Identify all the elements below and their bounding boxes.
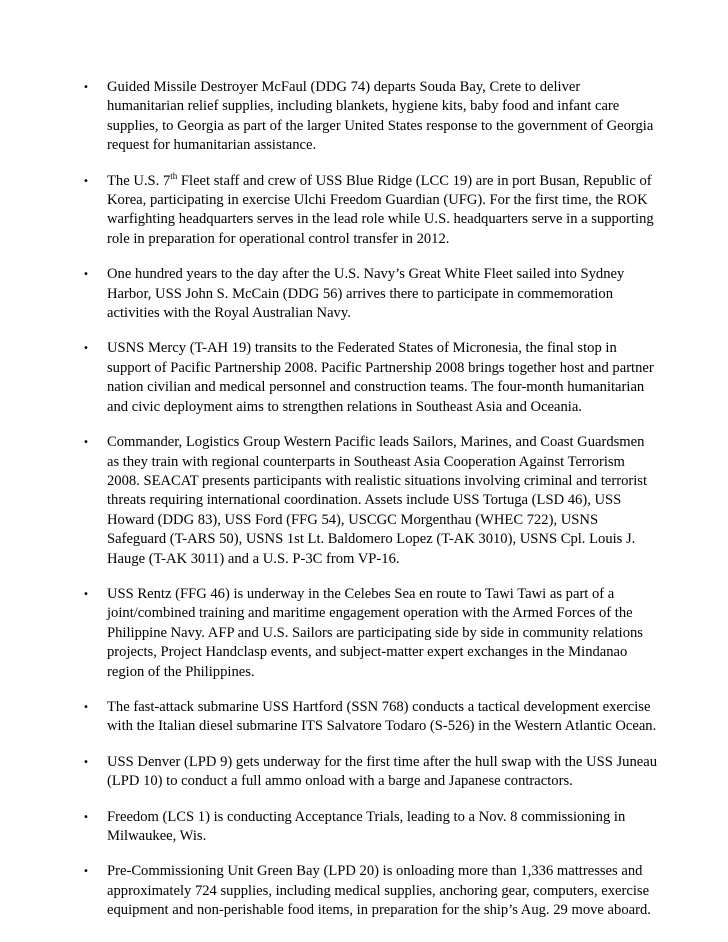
bullet-icon: • <box>83 756 89 768</box>
list-item-text-before: The U.S. 7 <box>107 172 171 189</box>
list-item-text-after: Fleet staff and crew of USS Blue Ridge (LCC 19) are in port Busan, Republic of Korea, participating in exercise Ulchi Freedom Guardian (UFG). For the first time, the ROK warfighting headquarters serves in the lead role while U.S. headquarters serve in a supporting role in preparation for operational control transfer in 2012. <box>107 172 654 247</box>
list-item-text: The fast-attack submarine USS Hartford (SSN 768) conducts a tactical development exercise with the Italian diesel submarine ITS Salvatore Todaro (S-526) in the Western Atlantic Ocean. <box>107 698 657 735</box>
list-item <box>80 265 660 323</box>
bullet-icon: • <box>83 588 89 600</box>
list-item <box>80 698 660 737</box>
bullet-icon: • <box>83 437 89 449</box>
list-item-text: USNS Mercy (T-AH 19) transits to the Federated States of Micronesia, the final stop in support of Pacific Partnership 2008. Pacific Partnership 2008 brings together host and partner nation civilian and medical personnel and construction teams. The four-month humanitarian and civic deployment aims to strengthen relations in Southeast Asia and Oceania. <box>107 340 654 415</box>
bullet-icon: • <box>83 811 89 823</box>
bullet-icon: • <box>83 343 89 355</box>
bullet-icon: • <box>83 701 89 713</box>
superscript: th <box>170 170 178 181</box>
list-item <box>80 172 660 250</box>
list-item-text: Commander, Logistics Group Western Pacific leads Sailors, Marines, and Coast Guardsmen as they train with regional counterparts in Southeast Asia Cooperation Against Terrorism 2008. SEACAT presents participants with realistic situations involving criminal and terrorist threats requiring international coordination. Assets include USS Tortuga (LSD 46), USS Howard (DDG 83), USS Ford (FFG 54), USCGC Morgenthau (WHEC 722), USNS Safeguard (T-ARS 50), USNS 1st Lt. Baldomero Lopez (T-AK 3010), USNS Cpl. Louis J. Hauge (T-AK 3011) and a U.S. P-3C from VP-16. <box>107 434 648 567</box>
list-item-text: Pre-Commissioning Unit Green Bay (LPD 20) is onloading more than 1,336 mattresses and approximately 724 supplies, including medical supplies, anchoring gear, computers, exercise equipment and non-perishable food items, in preparation for the ship’s Aug. 29 move aboard. <box>107 863 651 919</box>
bullet-icon: • <box>83 175 89 187</box>
list-item <box>80 585 660 682</box>
list-item <box>80 433 660 569</box>
list-item <box>80 753 660 792</box>
list-item <box>80 339 660 417</box>
bullet-icon: • <box>83 82 89 93</box>
bullet-icon: • <box>83 269 89 281</box>
list-item-text: Guided Missile Destroyer McFaul (DDG 74) departs Souda Bay, Crete to deliver humanitarian relief supplies, including blankets, hygiene kits, baby food and infant care supplies, to Georgia as part of the larger United States response to the government of Georgia request for humanitarian assistance. <box>107 79 654 154</box>
bullet-list <box>80 78 660 937</box>
list-item <box>80 78 660 156</box>
list-item-text: One hundred years to the day after the U.S. Navy’s Great White Fleet sailed into Sydney Harbor, USS John S. McCain (DDG 56) arrives there to participate in commemoration activities with the Royal Australian Navy. <box>107 266 625 322</box>
list-item-text: USS Rentz (FFG 46) is underway in the Celebes Sea en route to Tawi Tawi as part of a joint/combined training and maritime engagement operation with the Armed Forces of the Philippine Navy. AFP and U.S. Sailors are participating side by side in community relations projects, Project Handclasp events, and subject-matter expert exchanges in the Mindanao region of the Philippines. <box>107 585 643 680</box>
bullet-icon: • <box>83 866 89 878</box>
list-item <box>80 862 660 920</box>
list-item <box>80 808 660 847</box>
list-item-text: USS Denver (LPD 9) gets underway for the first time after the hull swap with the USS Juneau (LPD 10) to conduct a full ammo onload with a barge and Japanese contractors. <box>107 753 657 790</box>
list-item-text: Freedom (LCS 1) is conducting Acceptance Trials, leading to a Nov. 8 commissioning in Milwaukee, Wis. <box>107 808 626 844</box>
